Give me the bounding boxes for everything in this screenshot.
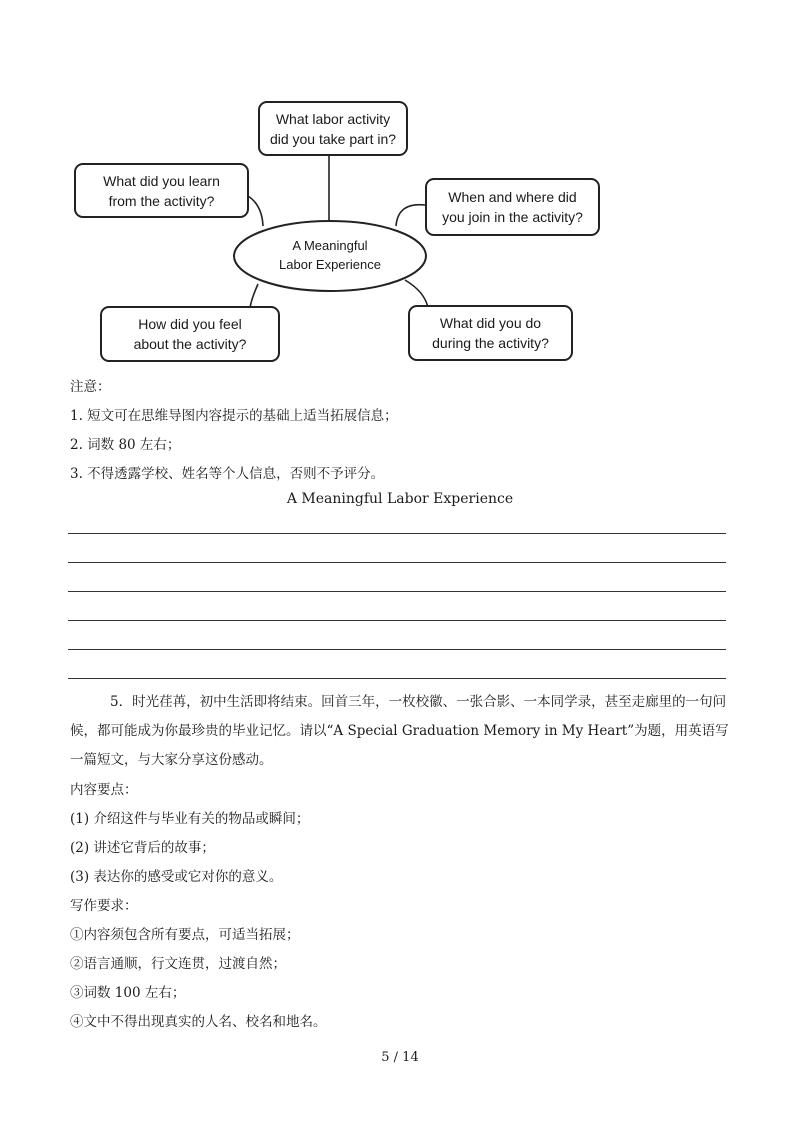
writing-line (68, 620, 726, 621)
notes-heading: 注意： (70, 379, 111, 395)
content-point: (1) 介绍这件与毕业有关的物品或瞬间； (70, 811, 310, 827)
note-item: 2. 词数 80 左右； (70, 437, 181, 453)
content-heading: 内容要点： (70, 782, 138, 798)
writing-line (68, 678, 726, 679)
essay-title: A Meaningful Labor Experience (286, 491, 514, 507)
requirement-item: ①内容须包含所有要点，可适当拓展； (70, 927, 300, 943)
writing-line (68, 562, 726, 563)
writing-line (68, 533, 726, 534)
content-point: (2) 讲述它背后的故事； (70, 840, 215, 856)
question-5-prompt: 5．时光荏苒，初中生活即将结束。回首三年，一枚校徽、一张合影、一本同学录，甚至走廊里的一句问候，都可能成为你最珍贵的毕业记忆。请以“A Special Graduation Memory in My Heart”为题，用英语写一篇短文，与大家分享这份感动。 (70, 694, 729, 768)
node-bottom-left: How did you feel about the activity? (100, 306, 280, 362)
note-item: 1. 短文可在思维导图内容提示的基础上适当拓展信息； (70, 408, 398, 424)
node-right: When and where did you join in the activity? (425, 178, 600, 236)
mind-map (0, 0, 800, 370)
node-left: What did you learn from the activity? (74, 163, 249, 218)
content-point: (3) 表达你的感受或它对你的意义。 (70, 869, 283, 885)
writing-line (68, 591, 726, 592)
page-number: 5 / 14 (381, 1050, 419, 1065)
note-item: 3. 不得透露学校、姓名等个人信息，否则不予评分。 (70, 466, 385, 482)
requirement-item: ③词数 100 左右； (70, 985, 186, 1001)
mind-map-center: A Meaningful Labor Experience (279, 238, 381, 272)
requirement-item: ②语言通顺，行文连贯，过渡自然； (70, 956, 286, 972)
requirements-heading: 写作要求： (70, 898, 138, 914)
node-top: What labor activity did you take part in? (258, 101, 408, 156)
node-bottom-right: What did you do during the activity? (408, 305, 573, 361)
requirement-item: ④文中不得出现真实的人名、校名和地名。 (70, 1014, 327, 1030)
writing-line (68, 649, 726, 650)
